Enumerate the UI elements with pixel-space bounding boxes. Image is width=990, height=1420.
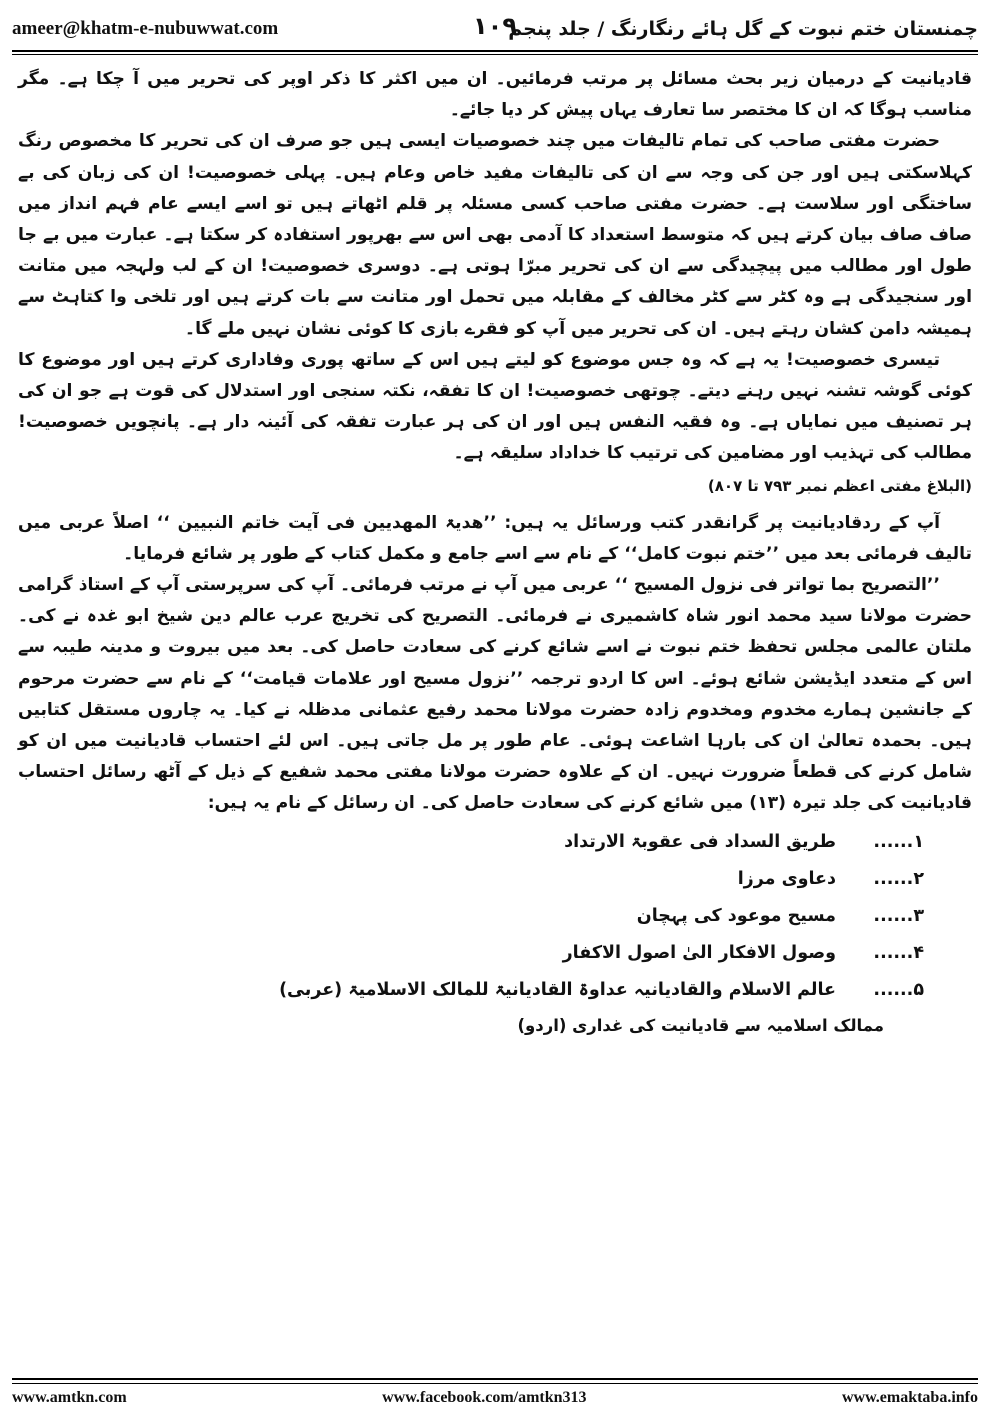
paragraph-3: تیسری خصوصیت! یہ ہے کہ وہ جس موضوع کو لیتے ہیں اس کے ساتھ پوری وفاداری کرتے ہیں اور موضوع کا کوئی گوشہ تشنہ نہیں رہنے دیتے۔ چوتھی خصوصیت! ان کا تفقہ، نکتہ سنجی اور استدلال کی قوت ہے جو ان کی ہر تصنیف میں نمایاں ہے۔ وہ فقیہ النفس ہیں اور ان کی ہر عبارت تفقہ کی آئینہ دار ہے۔ پانچویں خصوصیت! مطالب کی تہذیب اور مضامین کی ترتیب کا خداداد سلیقہ ہے۔ xyxy=(18,349,972,464)
page-body xyxy=(18,64,972,1372)
footer-rule xyxy=(12,1378,978,1380)
header-rule xyxy=(12,50,978,52)
header-email: ameer@khatm-e-nubuwwat.com xyxy=(12,18,279,39)
list-number: ۲...... xyxy=(873,868,924,889)
paragraph-2: حضرت مفتی صاحب کی تمام تالیفات میں چند خصوصیات ایسی ہیں جو صرف ان کی تحریر کا مخصوص رنگ کہلاسکتی ہیں اور جن کی وجہ سے ان کی تالیفات مفید خاص وعام ہیں۔ پہلی خصوصیت! ان کی زبان کی بے ساختگی اور سلاست ہے۔ حضرت مفتی صاحب کسی مسئلہ پر قلم اٹھاتے ہیں تو اسے ایسے عام فہم انداز میں صاف صاف بیان کرتے ہیں کہ متوسط استعداد کا آدمی بھی اس سے بھرپور استفادہ کر سکتا ہے۔ عبارت میں بے جا طول اور مطالب میں پیچیدگی سے ان کی تحریر مبرّا ہوتی ہے۔ دوسری خصوصیت! ان کے لب ولہجہ میں متانت اور سنجیدگی ہے وہ کٹر سے کٹر مخالف کے مقابلہ میں تحمل اور متانت سے بات کرتے ہیں اور تلخی وا کتاہٹ سے ہمیشہ دامن کشان رہتے ہیں۔ ان کی تحریر میں آپ کو فقرے بازی کا کوئی نشان نہیں ملے گا۔ xyxy=(18,131,972,339)
footer-link-facebook[interactable]: www.facebook.com/amtkn313 xyxy=(382,1389,587,1406)
footer-link-emaktaba[interactable]: www.emaktaba.info xyxy=(841,1389,978,1406)
header-rule-thin xyxy=(12,54,978,55)
paragraph-4: آپ کے ردقادیانیت پر گرانقدر کتب ورسائل یہ ہیں: ’’ھدیۃ المھدیین فی آیت خاتم النبیین ‘‘ اصلاً عربی میں تالیف فرمائی بعد میں ’’ختم نبوت کامل‘‘ کے نام سے اسے جامع و مکمل کتاب کے طور پر شائع فرمایا۔ xyxy=(18,512,972,564)
list-number: ۴...... xyxy=(873,942,924,963)
page-number: ۱۰۹ xyxy=(473,12,517,40)
list-title: طریق السداد فی عقوبۃ الارتداد xyxy=(564,831,836,852)
page-footer xyxy=(12,1384,978,1412)
footer-link-amtkn[interactable]: www.amtkn.com xyxy=(12,1389,127,1406)
list-number: ۱...... xyxy=(873,831,924,852)
list-subtitle: ممالک اسلامیہ سے قادیانیت کی غداری (اردو) xyxy=(517,1015,884,1035)
list-number: ۵...... xyxy=(873,979,924,1000)
list-title: دعاوی مرزا xyxy=(737,868,836,889)
list-title: مسیح موعود کی پہچان xyxy=(636,905,836,926)
list-item xyxy=(18,861,972,898)
list-title: وصول الافکار الیٰ اصول الاکفار xyxy=(562,942,836,963)
paragraph-1: قادیانیت کے درمیان زیر بحث مسائل پر مرتب فرمائیں۔ ان میں اکثر کا ذکر اوپر کی تحریر میں آ چکا ہے۔ مگر مناسب ہوگا کہ ان کا مختصر سا تعارف یہاں پیش کر دیا جائے۔ xyxy=(18,69,972,121)
list-number: ۳...... xyxy=(873,905,924,926)
list-title: عالم الاسلام والقادیانیہ عداوۃ القادیانیۃ للمالک الاسلامیۃ (عربی) xyxy=(279,979,836,1000)
list-item xyxy=(18,972,972,1009)
paragraph-5: ’’التصریح بما تواتر فی نزول المسیح ‘‘ عربی میں آپ نے مرتب فرمائی۔ آپ کی سرپرستی آپ کے استاذ گرامی حضرت مولانا سید محمد انور شاہ کاشمیری نے فرمائی۔ التصریح کی تخریج عرب عالم دین شیخ ابو غدہ نے کی۔ ملتان عالمی مجلس تحفظ ختم نبوت نے اسے شائع کرنے کی سعادت حاصل کی۔ بعد میں بیروت و مدینہ طیبہ سے اس کے متعدد ایڈیشن شائع ہوئے۔ اس کا اردو ترجمہ ’’نزول مسیح اور علامات قیامت‘‘ کے نام سے حضرت مرحوم کے جانشین ہمارے مخدوم ومخدوم زادہ حضرت مولانا محمد رفیع عثمانی مدظلہ نے کیا۔ یہ چاروں مستقل کتابیں ہیں۔ بحمدہ تعالیٰ ان کی بارہا اشاعت ہوئی۔ عام طور پر مل جاتی ہیں۔ اس لئے احتساب قادیانیت میں ان کو شامل کرنے کی قطعاً ضرورت نہیں۔ ان کے علاوہ حضرت مولانا مفتی محمد شفیع کے ذیل کے آٹھ رسائل احتساب قادیانیت کی جلد تیرہ (۱۳) میں شائع کرنے کی سعادت حاصل کی۔ ان رسائل کے نام یہ ہیں: xyxy=(18,575,972,814)
book-title: چمنستان ختم نبوت کے گل ہائے رنگارنگ / جلد پنجم xyxy=(508,18,978,40)
list-item xyxy=(18,935,972,972)
treatise-list xyxy=(18,824,972,1043)
list-item xyxy=(18,898,972,935)
list-item xyxy=(18,824,972,861)
page-header xyxy=(12,8,978,50)
reference-citation: (البلاغ مفتی اعظم نمبر ۷۹۳ تا ۸۰۷) xyxy=(707,476,972,495)
